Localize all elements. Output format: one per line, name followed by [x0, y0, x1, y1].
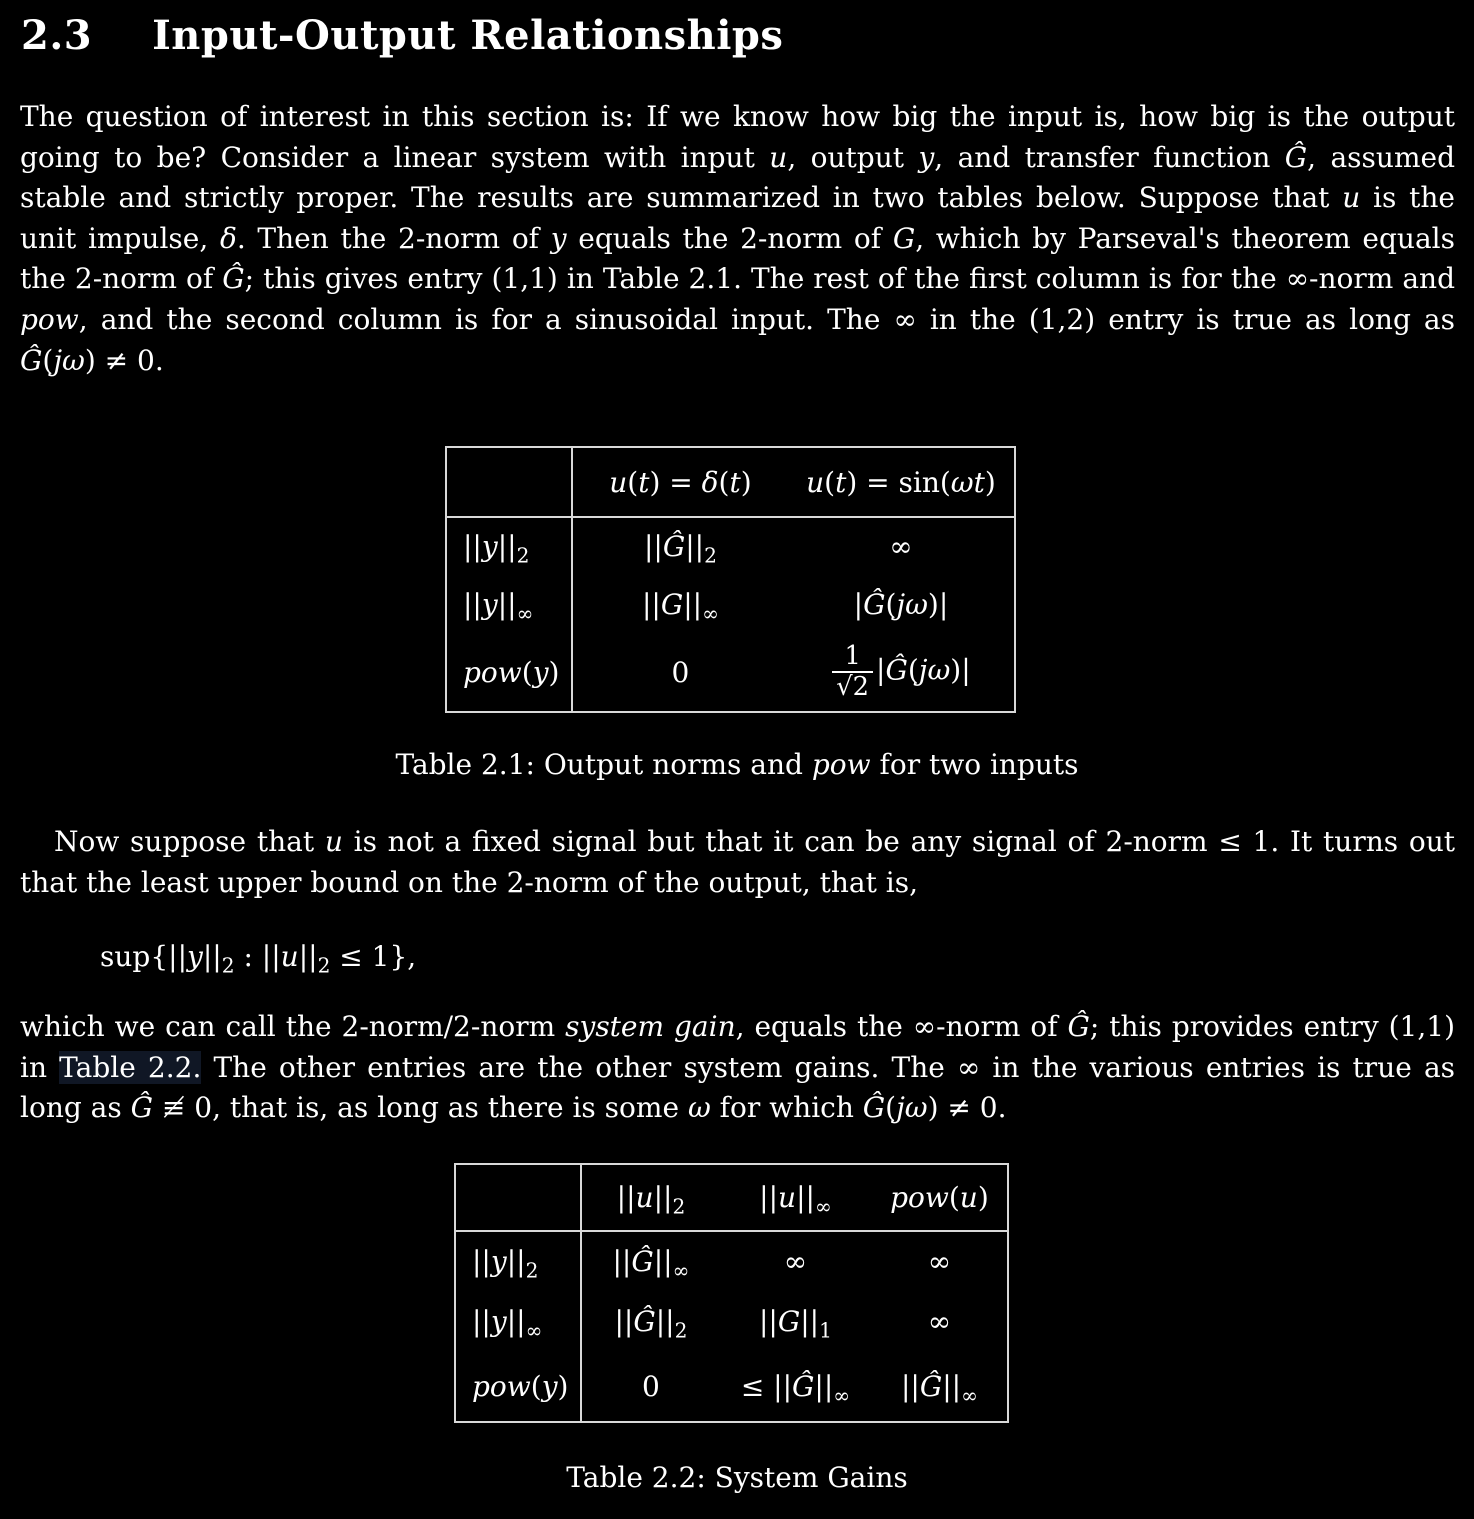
table-cell: ∞ [889, 530, 913, 563]
table-cell: $||Ĝ||_2$ [614, 1304, 688, 1342]
table1-row-label: $||y||_\infty$ [446, 575, 572, 633]
table-cell: ∞ [783, 1245, 808, 1278]
table2-corner-cell [455, 1164, 581, 1231]
table-cell: 0 [671, 655, 690, 689]
table2-column-header: $||u||_2$ [616, 1181, 686, 1219]
table-cell: ∞ [927, 1245, 952, 1278]
paragraph-system-gain: which we can call the 2-norm/2-norm system gain, equals the ∞-norm of Ĝ; this provides entry (1,1) in Table 2.2. The other entries are the other system gains. The ∞ in the various entries is true as long as Ĝ ≢ 0, that is, as long as there is some ω for which Ĝ(jω) ≠ 0. [20, 1010, 1456, 1125]
table-cell: ∞ [927, 1304, 952, 1338]
table2-row-label: $||y||_2$ [455, 1231, 581, 1291]
section-heading [21, 12, 783, 59]
section-title: Input-Output Relationships [152, 12, 784, 59]
table-row [446, 517, 1015, 575]
table-row [446, 633, 1015, 712]
table-row [455, 1351, 1008, 1422]
section-number: 2.3 [21, 12, 93, 59]
table-cell: $||Ĝ||_\infty$ [612, 1245, 690, 1283]
table-cell: $\frac{1}{√2}$ |Ĝ(jω)| [787, 633, 1015, 712]
table-cell: |Ĝ(jω)| [853, 587, 949, 621]
table-cell: $||Ĝ||_2$ [643, 530, 717, 568]
table1-row-label: $||y||_2$ [446, 517, 572, 575]
table2-row-label: $||y||_\infty$ [455, 1291, 581, 1351]
table-cell: $||G||_\infty$ [641, 587, 719, 625]
table-row [455, 1231, 1008, 1291]
system-gains-table [454, 1163, 1009, 1423]
table1-caption: Table 2.1: Output norms and pow for two inputs [395, 748, 1079, 781]
table2-caption: Table 2.2: System Gains [566, 1461, 908, 1494]
table-cell: 0 [642, 1369, 660, 1403]
table-cell: $||Ĝ||_\infty$ [900, 1369, 978, 1407]
table1-corner-cell [446, 447, 572, 517]
table2-row-label: pow(y) [455, 1351, 581, 1422]
output-norms-table [445, 446, 1016, 713]
table-row [455, 1291, 1008, 1351]
table1-row-label: pow(y) [446, 633, 572, 712]
display-equation: $sup\{||y||_2$ : $||u||_2 \le 1$}, [100, 940, 417, 978]
paragraph-intro: The question of interest in this section is: If we know how big the input is, how big is the output going to be? Consider a linear system with input u, output y, and transfer function Ĝ, assumed stable and strictly proper. The results are summarized in two tables below. Suppose that u is the unit impulse, δ. Then the 2-norm of y equals the 2-norm of G, which by Parseval's theorem equals the 2-norm of Ĝ; this gives entry (1,1) in Table 2.1. The rest of the first column is for the ∞-norm and pow, and the second column is for a sinusoidal input. The ∞ in the (1,2) entry is true as long as Ĝ(jω) ≠ 0. [20, 100, 1455, 377]
table-cell: ≤ $||Ĝ||_\infty$ [740, 1369, 851, 1407]
table2-column-header: pow(u) [890, 1181, 989, 1214]
table-row [446, 575, 1015, 633]
paragraph-sup-intro: Now suppose that u is not a fixed signal but that it can be any signal of 2-norm ≤ 1. It turns out that the least upper bound on the 2-norm of the output, that is, [20, 825, 1455, 899]
table1-column-header: u(t) = sin(ωt) [806, 465, 996, 499]
table1-column-header: u(t) = δ(t) [609, 465, 752, 499]
table2-column-header: $||u||_\infty$ [759, 1181, 832, 1219]
table-cell: $||G||_1$ [758, 1304, 832, 1342]
